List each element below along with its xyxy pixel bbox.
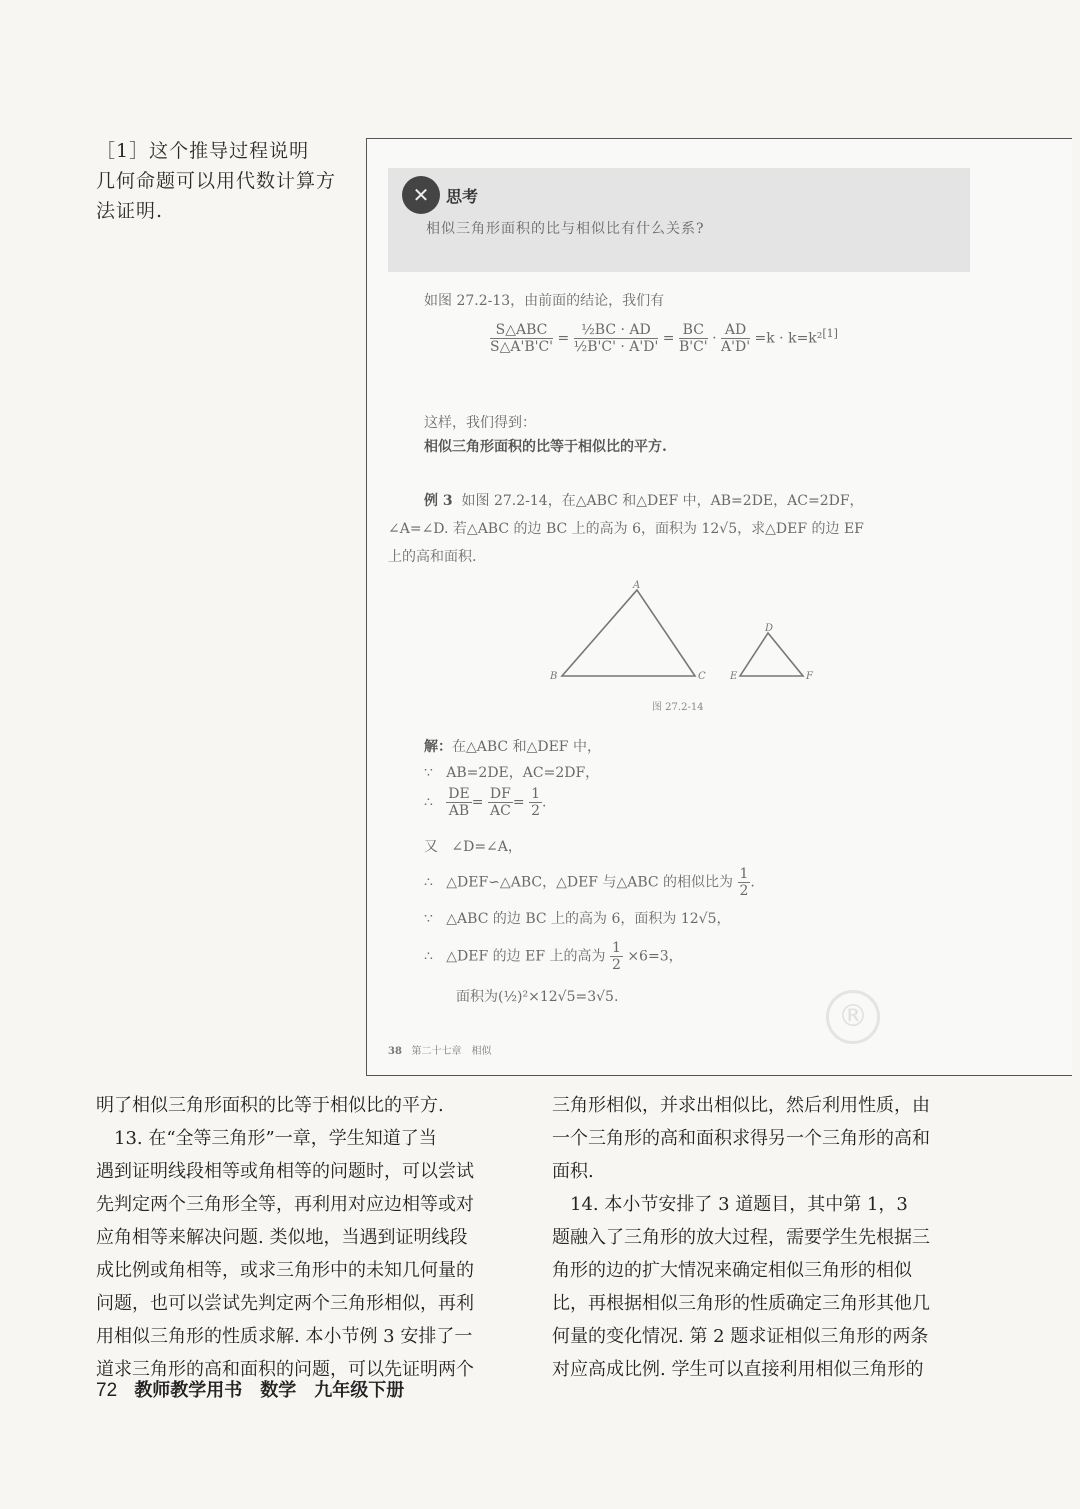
ratio-de-den: AB	[448, 803, 470, 819]
margin-note-line: 法证明.	[96, 200, 164, 222]
point-label-f: F	[806, 671, 813, 682]
formula-result: =k · k=k²	[754, 330, 823, 347]
formula-intro: 如图 27.2-13，由前面的结论，我们有	[424, 293, 665, 309]
body-line: 用相似三角形的性质求解. 本小节例 3 安排了一	[96, 1326, 473, 1347]
solution-line-3: ∴ $\frac{DE}{AB}$ = $\frac{DF}{AC}$ = $\frac{1}{2}$ .	[424, 786, 547, 819]
conclusion: 相似三角形面积的比等于相似比的平方.	[424, 439, 667, 455]
body-line: 问题，也可以尝试先判定两个三角形相似，再利	[96, 1293, 474, 1314]
also-symbol: 又	[424, 839, 438, 855]
body-right-column	[552, 1089, 992, 1386]
excerpt-footer	[388, 1042, 491, 1057]
example-label: 例 3	[424, 493, 453, 509]
because-symbol: ∵	[424, 911, 433, 927]
point-label-b: B	[550, 671, 558, 682]
page-footer	[96, 1376, 404, 1402]
solution-text-1: 在△ABC 和△DEF 中，	[452, 739, 601, 755]
formula-r1-den: B'C'	[678, 339, 708, 355]
body-line: 14. 本小节安排了 3 道题目，其中第 1，3	[552, 1194, 908, 1215]
solution-line-5: ∴ △DEF∽△ABC，△DEF 与△ABC 的相似比为 $\frac{1}{2}$ .	[424, 866, 755, 899]
body-left-column	[96, 1089, 536, 1386]
example-text-1: 如图 27.2-14，在△ABC 和△DEF 中，AB=2DE，AC=2DF，	[461, 493, 864, 509]
example-line-2: ∠A=∠D. 若△ABC 的边 BC 上的高为 6，面积为 12√5，求△DEF 的边 EF	[388, 521, 864, 537]
ratio-de-num: DE	[448, 786, 470, 802]
solution-text-6: △ABC 的边 BC 上的高为 6，面积为 12√5，	[446, 911, 731, 927]
point-label-e: E	[730, 671, 738, 682]
body-line: 道求三角形的高和面积的问题，可以先证明两个	[96, 1359, 474, 1380]
body-line: 遇到证明线段相等或角相等的问题时，可以尝试	[96, 1161, 474, 1182]
conclusion-intro: 这样，我们得到：	[424, 415, 536, 431]
body-line: 何量的变化情况. 第 2 题求证相似三角形的两条	[552, 1326, 929, 1347]
formula-mid-num: ½BC · AD	[574, 322, 659, 339]
ratio-df-num: DF	[489, 786, 511, 802]
solution-line-2	[424, 762, 599, 782]
solution-label: 解：	[424, 739, 452, 755]
solution-line-4	[424, 836, 522, 856]
think-label: 思考	[446, 187, 479, 206]
formula-r2-num: AD	[721, 322, 750, 339]
ratio-den: 2	[739, 883, 749, 899]
solution-text-7: △DEF 的边 EF 上的高为	[446, 948, 606, 965]
ratio-half-num: 1	[531, 786, 540, 802]
solution-line-7	[424, 940, 683, 973]
solution-text-5: △DEF∽△ABC，△DEF 与△ABC 的相似比为	[446, 874, 734, 891]
book-title: 教师教学用书 数学 九年级下册	[134, 1380, 405, 1401]
triangle-def	[740, 633, 803, 676]
therefore-symbol: ∴	[424, 874, 433, 891]
body-line: 对应高成比例. 学生可以直接利用相似三角形的	[552, 1359, 924, 1380]
body-line: 角形的边的扩大情况来确定相似三角形的相似	[552, 1260, 912, 1281]
body-line: 题融入了三角形的放大过程，需要学生先根据三	[552, 1227, 930, 1248]
example-line-3: 上的高和面积.	[388, 549, 477, 565]
solution-line-1	[424, 736, 601, 756]
example-line-1	[424, 490, 864, 510]
body-line: 13. 在“全等三角形”一章，学生知道了当	[96, 1128, 437, 1149]
think-question: 相似三角形面积的比与相似比有什么关系?	[426, 221, 705, 237]
body-line: 成比例或角相等，或求三角形中的未知几何量的	[96, 1260, 474, 1281]
body-line: 一个三角形的高和面积求得另一个三角形的高和	[552, 1128, 930, 1149]
formula-note-ref: [1]	[822, 326, 838, 340]
solution-line-6	[424, 908, 730, 928]
solution-text-4: ∠D=∠A，	[451, 839, 522, 855]
formula-r1-num: BC	[679, 322, 708, 339]
height-ratio-den: 2	[611, 957, 621, 973]
area-ratio-formula: $\frac{\text{S△ABC}}{S\triangle A'B'C'}$ = $\frac{\text{½BC · AD}}{\text{½B'C' · A'D'}}$ = $\frac{BC}{B'C'}$ · $\frac{AD}{A'D'}$ =k · k=k²[1]	[490, 322, 838, 355]
body-line: 先判定两个三角形全等，再利用对应边相等或对	[96, 1194, 474, 1215]
formula-mid-den: ½B'C' · A'D'	[573, 339, 659, 355]
solution-text-2: AB=2DE，AC=2DF，	[446, 765, 600, 781]
point-label-d: D	[765, 623, 774, 634]
therefore-symbol: ∴	[424, 794, 433, 811]
registered-mark: ®	[826, 990, 880, 1044]
ratio-num: 1	[739, 866, 749, 882]
formula-lhs-den: S△A'B'C'	[490, 339, 554, 355]
page-number: 72	[96, 1380, 118, 1401]
excerpt-page-number: 38	[388, 1046, 402, 1057]
because-symbol: ∵	[424, 765, 433, 781]
think-icon: ✕	[402, 176, 440, 214]
ratio-half-den: 2	[531, 803, 540, 819]
margin-note-line: 几何命题可以用代数计算方	[96, 170, 337, 192]
margin-note-line: ［1］这个推导过程说明	[96, 140, 310, 162]
body-line: 三角形相似，并求出相似比，然后利用性质，由	[552, 1095, 930, 1116]
solution-line-8: 面积为(½)²×12√5=3√5.	[456, 989, 619, 1005]
formula-lhs-num: S△ABC	[490, 322, 553, 339]
point-label-a: A	[633, 580, 641, 591]
margin-note	[96, 136, 358, 226]
point-label-c: C	[698, 671, 706, 682]
figure-caption: 图 27.2-14	[652, 702, 704, 713]
formula-r2-den: A'D'	[721, 339, 751, 355]
body-line: 明了相似三角形面积的比等于相似比的平方.	[96, 1095, 444, 1116]
body-line: 面积.	[552, 1161, 594, 1182]
body-line: 应角相等来解决问题. 类似地，当遇到证明线段	[96, 1227, 468, 1248]
therefore-symbol: ∴	[424, 948, 433, 965]
height-ratio-num: 1	[611, 940, 621, 956]
triangle-figure	[540, 578, 830, 688]
triangle-abc	[562, 590, 695, 676]
body-line: 比，再根据相似三角形的性质确定三角形其他几	[552, 1293, 930, 1314]
ratio-df-den: AC	[489, 803, 511, 819]
excerpt-chapter: 第二十七章 相似	[411, 1046, 492, 1057]
solution-text-7-tail: ×6=3，	[627, 948, 683, 965]
